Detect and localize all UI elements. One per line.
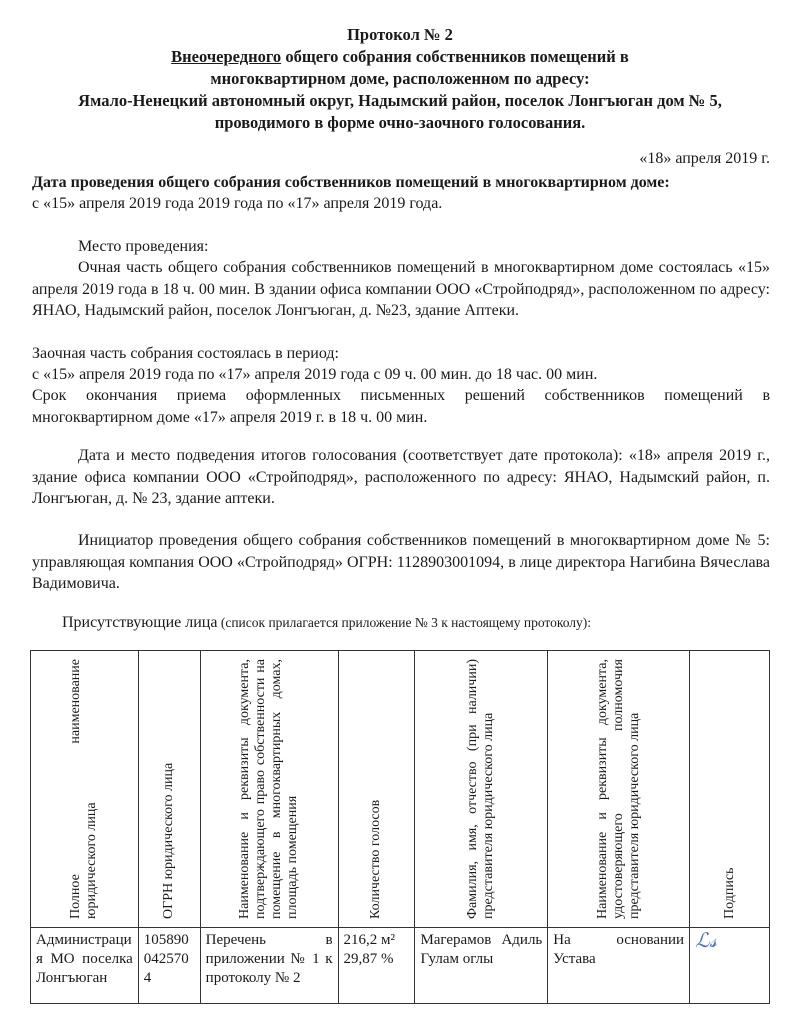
header-line-1: Внеочередного общего собрания собственников помещений в <box>171 47 629 66</box>
initiator-text: Инициатор проведения общего собрания собственников помещений в многоквартирном доме № 5: управляющая компания ООО «Стройподряд» ОГРН: 1128903001094, в лице директора Нагибина Вячеслава Вадимовича. <box>32 532 770 592</box>
meeting-dates-heading: Дата проведения общего собрания собственников помещений в многоквартирном доме: <box>32 174 670 191</box>
attendees-caption: Присутствующие лица (список прилагается приложение № 3 к настоящему протоколу): <box>62 614 592 631</box>
cell-signature <box>690 928 770 1004</box>
place-heading: Место проведения: <box>78 238 209 255</box>
meeting-dates-text: с «15» апреля 2019 года 2019 года по «17» апреля 2019 года. <box>32 195 443 212</box>
cell-document: Перечень в приложении № 1 к протоколу № 2 <box>200 928 338 1004</box>
cell-ogrn: 1058900425704 <box>138 928 200 1004</box>
col-header-name: Полное наименование юридического лица <box>31 651 139 928</box>
table-row <box>31 928 770 1004</box>
cell-authority: На основании Устава <box>548 928 690 1004</box>
document-header <box>0 24 800 134</box>
cell-representative: Магерамов Адиль Гулам оглы <box>415 928 548 1004</box>
attendees-table <box>30 650 770 1004</box>
header-line-2: многоквартирном доме, расположенном по адресу: <box>210 69 590 88</box>
protocol-date: «18» апреля 2019 г. <box>639 150 770 167</box>
col-header-representative: Фамилия, имя, отчество (при наличии) представителя юридического лица <box>415 651 548 928</box>
col-header-ogrn: ОГРН юридического лица <box>138 651 200 928</box>
place-absentee-period: с «15» апреля 2019 года по «17» апреля 2019 года с 09 ч. 00 мин. до 18 час. 00 мин. <box>32 366 598 383</box>
cell-name: Администрация МО поселка Лонгъюган <box>31 928 139 1004</box>
signature-image: ℒ𝓈 <box>695 928 717 952</box>
place-absentee: Заочная часть собрания состоялась в период: <box>32 345 339 362</box>
results-text: Дата и место подведения итогов голосования (соответствует дате протокола): «18» апреля 2019 г., здание офиса компании ООО «Стройподряд», расположенного по адресу: ЯНАО, Надымский район, п. Лонгъюган, д. № 23, здание аптеки. <box>32 447 770 507</box>
col-header-document: Наименование и реквизиты документа, подтверждающего право собственности на помещение в многоквартирных домах, площадь помещения <box>200 651 338 928</box>
cell-votes: 216,2 м² 29,87 % <box>338 928 415 1004</box>
place-deadline: Срок окончания приема оформленных письменных решений собственников помещений в многоквартирном доме «17» апреля 2019 г. в 18 ч. 00 мин. <box>32 387 770 426</box>
col-header-signature: Подпись <box>690 651 770 928</box>
place-in-person: Очная часть общего собрания собственников помещений в многоквартирном доме состоялась «15» апреля 2019 года в 18 ч. 00 мин. В здании офиса компании ООО «Стройподряд», расположенном по адресу: ЯНАО, Надымский район, поселок Лонгъюган, д. №23, здание Аптеки. <box>32 259 770 319</box>
table-header-row <box>31 651 770 928</box>
header-line-3: Ямало-Ненецкий автономный округ, Надымский район, поселок Лонгъюган дом № 5, <box>78 91 722 110</box>
col-header-votes: Количество голосов <box>338 651 415 928</box>
col-header-authority: Наименование и реквизиты документа, удостоверяющего полномочия представителя юридического лица <box>548 651 690 928</box>
header-line-4: проводимого в форме очно-заочного голосования. <box>214 113 586 132</box>
protocol-title: Протокол № 2 <box>347 25 453 44</box>
